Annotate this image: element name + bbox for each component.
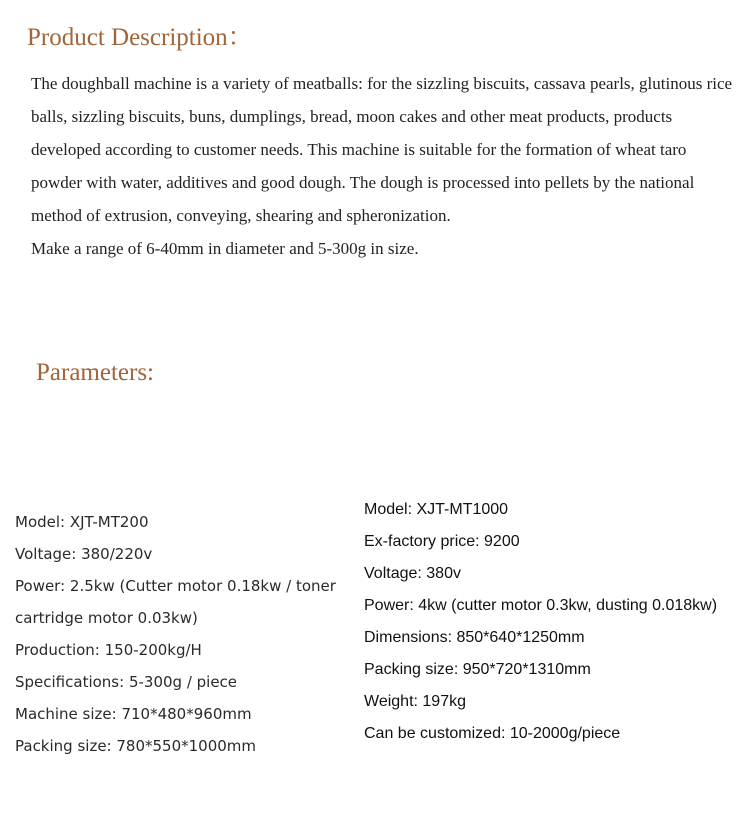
param-model: Model: XJT-MT200 xyxy=(15,513,149,531)
param-dimensions: Dimensions: 850*640*1250mm xyxy=(364,629,585,646)
param-production: Production: 150-200kg/H xyxy=(15,641,202,659)
param-voltage: Voltage: 380/220v xyxy=(15,545,153,563)
param-model: Model: XJT-MT1000 xyxy=(364,501,509,518)
param-specifications: Specifications: 5-300g / piece xyxy=(15,673,238,691)
param-packing-size: Packing size: 950*720*1310mm xyxy=(364,661,591,678)
param-voltage: Voltage: 380v xyxy=(364,565,461,582)
product-description-heading: Product Description： xyxy=(27,24,253,51)
parameters-heading: Parameters: xyxy=(36,359,155,386)
product-description-text xyxy=(31,67,736,265)
param-packing-size: Packing size: 780*550*1000mm xyxy=(15,737,257,755)
param-price: Ex-factory price: 9200 xyxy=(364,533,520,550)
param-customization: Can be customized: 10-2000g/piece xyxy=(364,725,621,742)
param-power: Power: 4kw (cutter motor 0.3kw, dusting 0.018kw) xyxy=(364,597,718,614)
params-mt1000-list xyxy=(364,494,750,750)
param-weight: Weight: 197kg xyxy=(364,693,466,710)
params-mt200-list xyxy=(15,506,360,762)
param-machine-size: Machine size: 710*480*960mm xyxy=(15,705,252,723)
description-size-range: Make a range of 6-40mm in diameter and 5-300g in size. xyxy=(31,239,419,258)
description-paragraph: The doughball machine is a variety of meatballs: for the sizzling biscuits, cassava pearls, glutinous rice balls, sizzling biscuits, buns, dumplings, bread, moon cakes and other meat products, products developed according to customer needs. This machine is suitable for the formation of wheat taro powder with water, additives and good dough. The dough is processed into pellets by the national method of extrusion, conveying, shearing and spheronization. xyxy=(31,74,733,225)
param-power: Power: 2.5kw (Cutter motor 0.18kw / toner cartridge motor 0.03kw) xyxy=(15,577,336,627)
